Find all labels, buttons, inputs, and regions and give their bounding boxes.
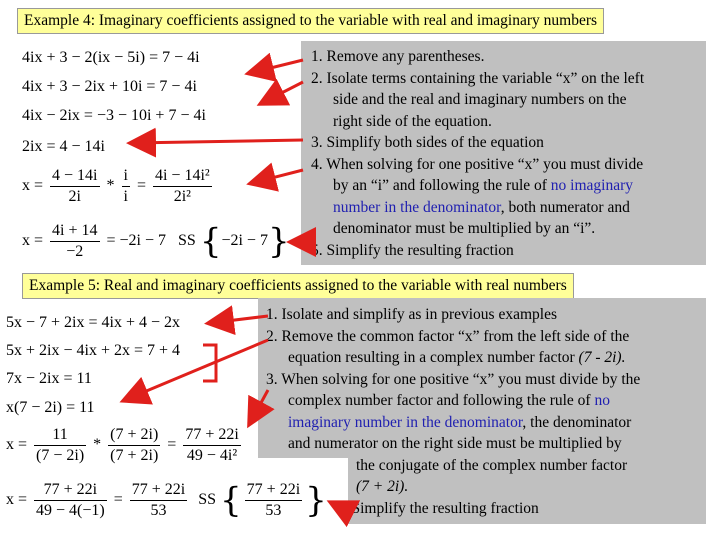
ex5-equation-4: x(7 − 2i) = 11 bbox=[6, 399, 95, 416]
ex4-equation-6: x = $\frac{4i + 14}{-2}$ = −2i − 7 SS {−2i − 7} bbox=[22, 221, 290, 262]
arrow-ex5-step4 bbox=[332, 503, 346, 510]
example4-step-4: 4. When solving for one positive “x” you must divide by an “i” and following the rule of no imaginary number in the denominator, both numerator and denominator must be multiplied by an “i”. bbox=[311, 155, 644, 237]
fraction: $\frac{(7 + 2i)}{(7 + 2i)}$ bbox=[110, 426, 159, 464]
fraction: $\frac{77 + 22i}{53}$ bbox=[131, 481, 186, 519]
example5-step-3: 3. When solving for one positive “x” you must divide by the complex number factor and following the rule of no imaginary number in the denominator, the denominator and numerator on the right side must be multiplied by the conjugate of the complex number factor (7 + 2i). bbox=[266, 370, 641, 495]
arrow-ex5-step3 bbox=[250, 390, 268, 423]
example4-step-2: 2. Isolate terms containing the variable “x” on the left side and the real and imaginary numbers on the right side of the equation. bbox=[311, 69, 645, 130]
rule-highlight-cont: imaginary number in the denominator bbox=[288, 413, 523, 431]
example5-step-4: 4. Simplify the resulting fraction bbox=[336, 499, 539, 517]
ex5-equation-1: 5x − 7 + 2ix = 4ix + 4 − 2x bbox=[6, 314, 181, 331]
example5-step-2: 2. Remove the common factor “x” from the left side of the equation resulting in a complex number factor (7 - 2i). bbox=[266, 327, 630, 366]
ex5-equation-2: 5x + 2ix − 4ix + 2x = 7 + 4 bbox=[6, 342, 181, 359]
fraction: $\frac{4 - 14i}{2i}$ bbox=[52, 167, 98, 205]
arrow-ex5-step1 bbox=[210, 316, 268, 323]
arrow-step3 bbox=[132, 140, 303, 143]
ex4-equation-2: 4ix + 3 − 2ix + 10i = 7 − 4i bbox=[22, 78, 197, 95]
ex4-equation-1: 4ix + 3 − 2(ix − 5i) = 7 − 4i bbox=[22, 49, 200, 66]
arrow-step1 bbox=[250, 60, 303, 73]
rule-highlight: no imaginary bbox=[550, 177, 634, 194]
example4-step-1: 1. Remove any parentheses. bbox=[311, 48, 485, 65]
example5-header: Example 5: Real and imaginary coefficients assigned to the variable with real numbers bbox=[22, 273, 574, 299]
solution-set-label: SS bbox=[178, 232, 196, 250]
arrow-ex5-step2 bbox=[125, 340, 268, 400]
arrow-step4 bbox=[252, 170, 303, 183]
example4-header: Example 4: Imaginary coefficients assigned to the variable with real and imaginary numbers bbox=[17, 8, 604, 34]
ex5-equation-3: 7x − 2ix = 11 bbox=[6, 370, 92, 387]
rule-highlight: no bbox=[594, 392, 610, 409]
rule-highlight-cont: number in the denominator bbox=[333, 198, 501, 216]
ex4-equation-4: 2ix = 4 − 14i bbox=[22, 138, 105, 155]
ex5-equation-6: x = $\frac{77 + 22i}{49 - 4(-1)}$ = $\frac{77 + 22i}{53}$ SS { $\frac{77 + 22i}{53}$ } bbox=[6, 480, 327, 521]
fraction: $\frac{77 + 22i}{49 - 4(-1)}$ bbox=[36, 481, 105, 519]
fraction: $\frac{i}{i}$ bbox=[123, 167, 128, 205]
ex4-equation-5: x = $\frac{4 - 14i}{2i}$ * $\frac{i}{i}$ = $\frac{\text{4i − 14i²}}{\text{2i²}}$ bbox=[22, 167, 210, 205]
fraction: $\frac{\text{4i − 14i²}}{\text{2i²}}$ bbox=[154, 167, 210, 205]
ex5-equation-5: x = $\frac{11}{(7 - 2i)}$ * $\frac{(7 + 2i)}{(7 + 2i)}$ = $\frac{77 + 22i}{\text{49 − 4i²}}$ bbox=[6, 426, 239, 464]
arrow-step2 bbox=[262, 82, 303, 103]
example4-step-3: 3. Simplify both sides of the equation bbox=[311, 134, 544, 151]
fraction: $\frac{77 + 22i}{\text{49 − 4i²}}$ bbox=[185, 426, 239, 464]
solution-set-label: SS bbox=[198, 491, 217, 509]
solution-set-value: −2i − 7 bbox=[221, 232, 268, 250]
example5-step-1: 1. Isolate and simplify as in previous examples bbox=[266, 306, 557, 323]
solution-set-value: $\frac{77 + 22i}{53}$ bbox=[246, 481, 301, 519]
example4-step-5: 5. Simplify the resulting fraction bbox=[311, 241, 514, 259]
fraction: $\frac{11}{(7 - 2i)}$ bbox=[36, 426, 85, 464]
fraction: $\frac{4i + 14}{-2}$ bbox=[52, 222, 98, 260]
ex4-equation-3: 4ix − 2ix = −3 − 10i + 7 − 4i bbox=[22, 107, 206, 124]
